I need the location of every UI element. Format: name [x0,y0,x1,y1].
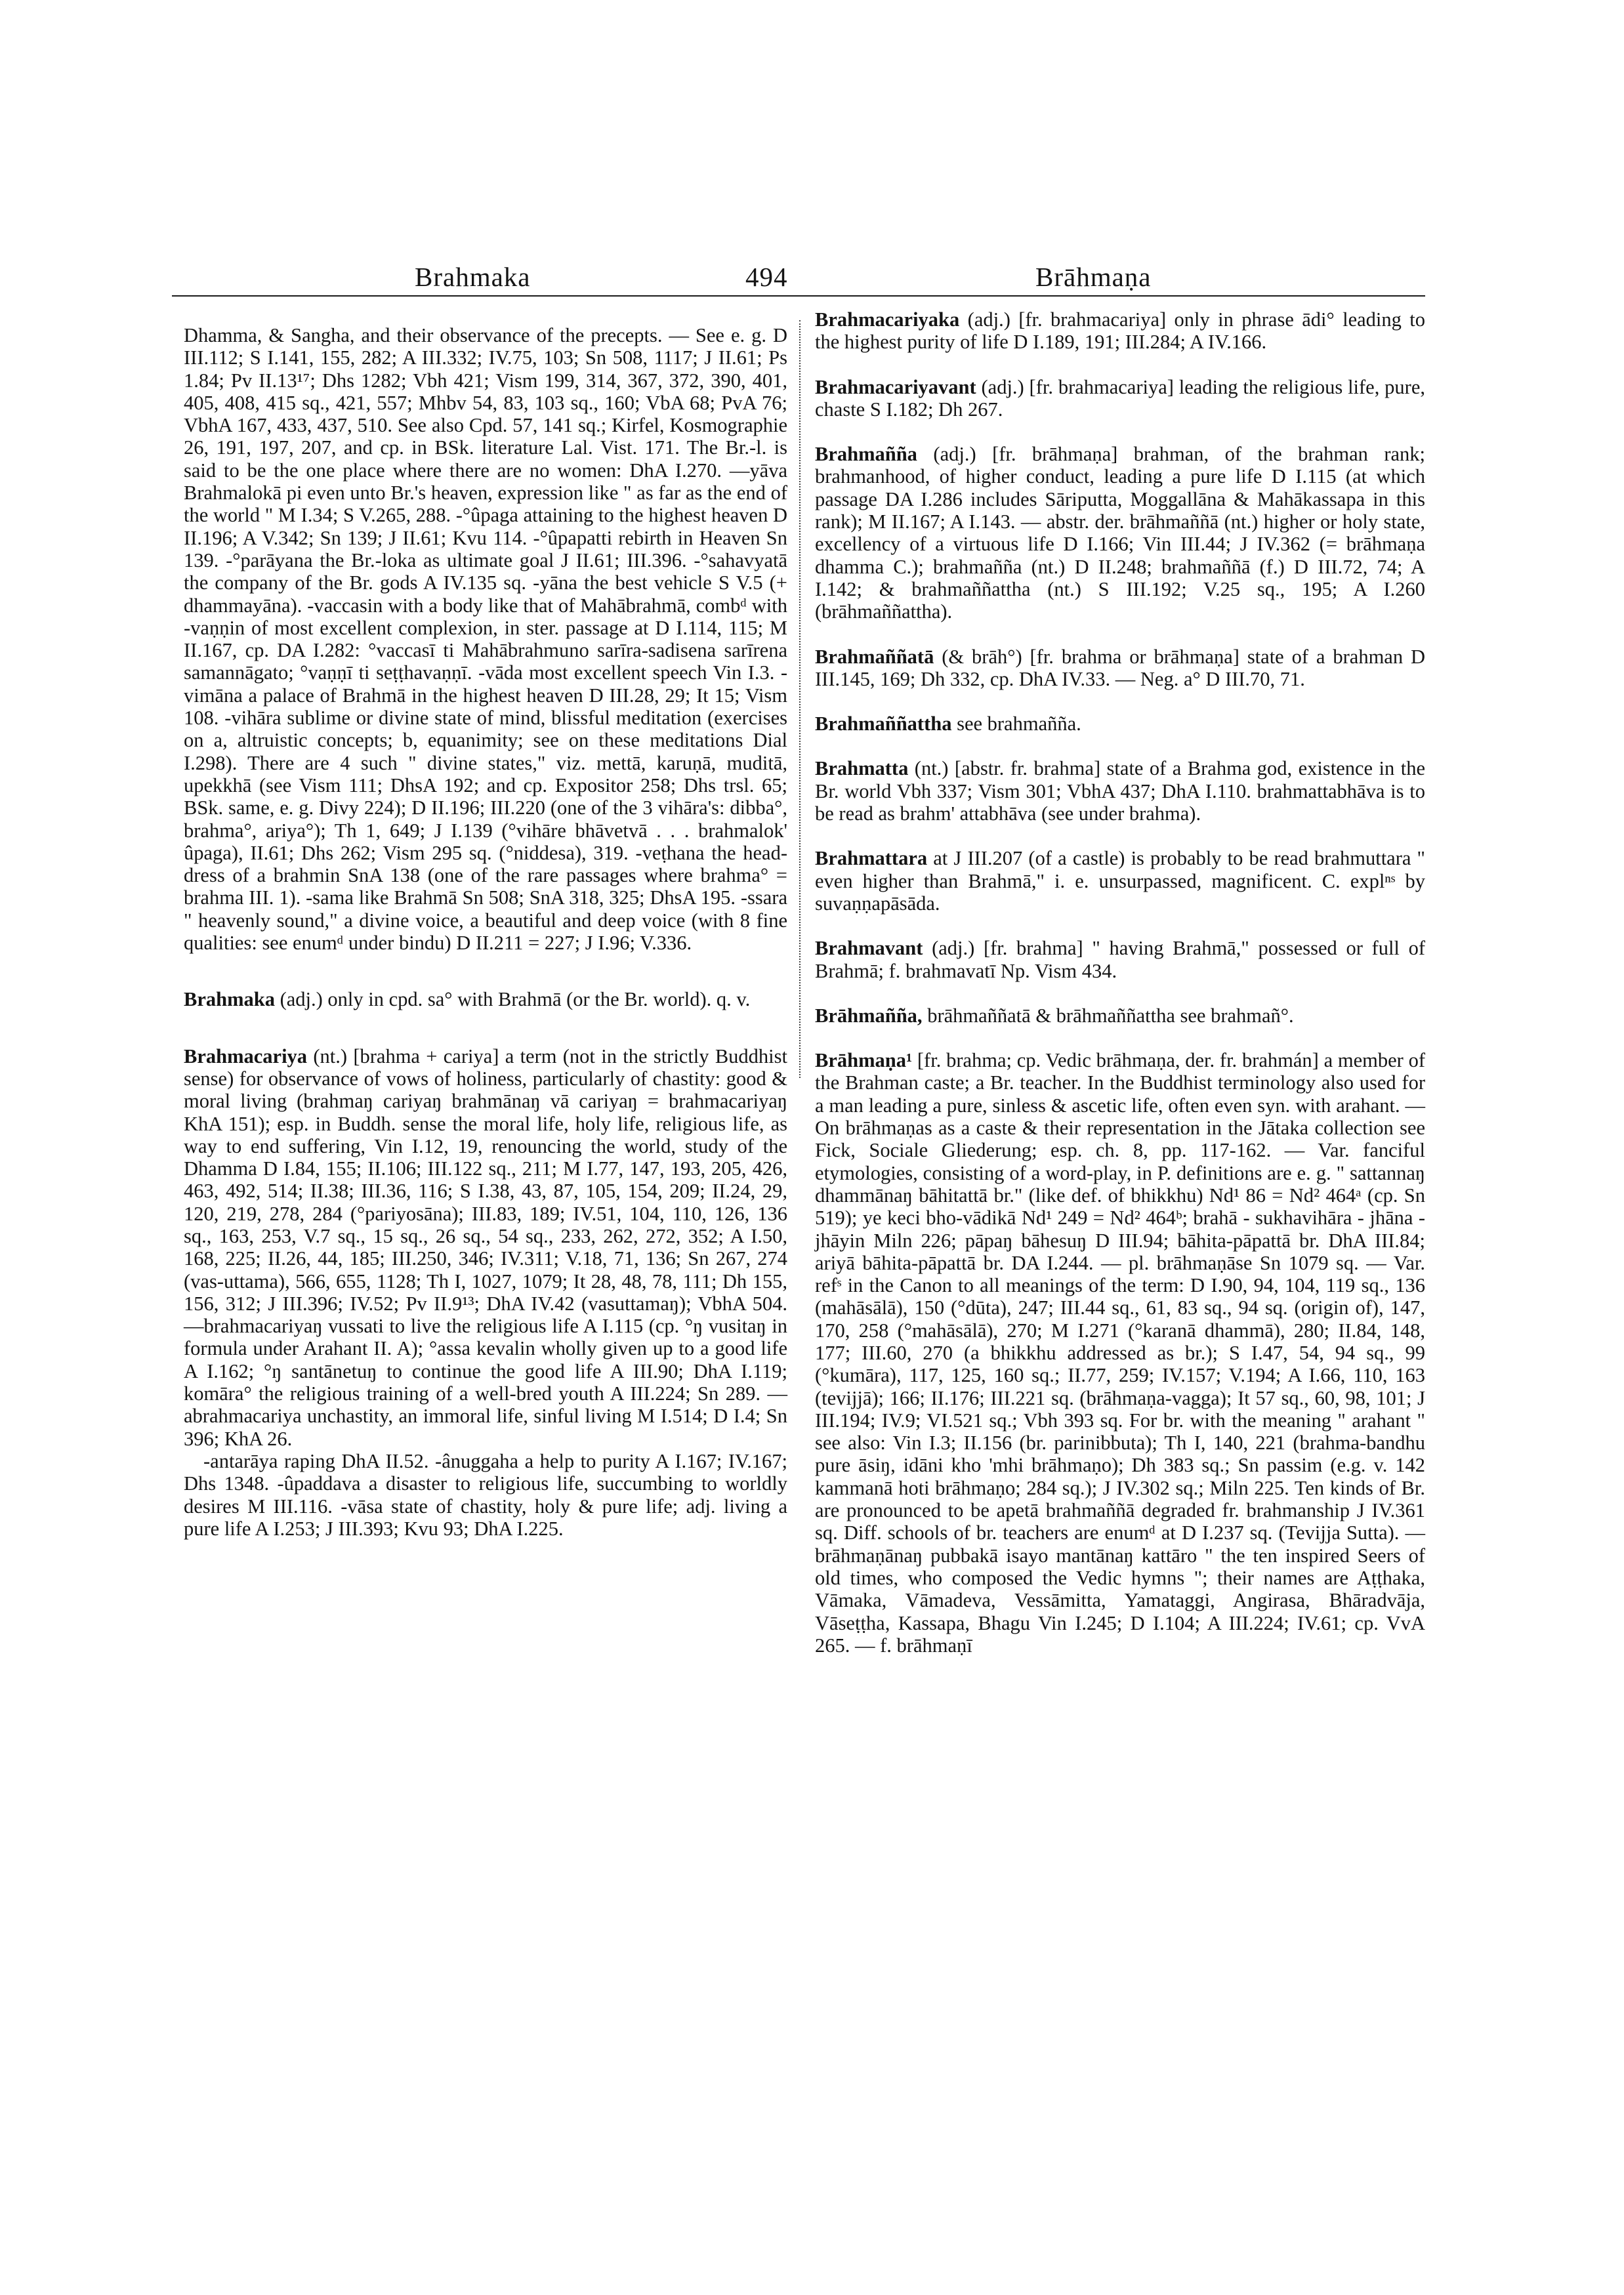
headword: Brahmaka [184,988,275,1011]
entry-body: (adj.) only in cpd. sa° with Brahmā (or the Br. world). q. v. [280,988,751,1011]
entry-brahmacariya [184,1045,787,1540]
headword: Brahmattara [815,847,928,870]
headword: Brahmacariyaka [815,308,960,331]
entry-brahmatta [815,757,1425,825]
page-number: 494 [745,262,788,292]
entry-body: (adj.) [fr. brāhmaṇa] brahman, of the brahman rank; brahmanhood, of higher conduct, leading a pure life D I.115 (at which passage DA I.286 includes Sāriputta, Moggallāna & Mahākassapa in this rank); M II.167; A I.143. — abstr. der. brāhmaññā (nt.) higher or holy state, excellency of a virtuous life D I.166; Vin III.44; J IV.362 (= brāhmaṇa dhamma C.); brahmañña (nt.) D II.248; brahmaññā (f.) D III.72, 74; A I.142; & brahmaññattha (nt.) S III.192; V.25 sq., 195; A I.260 (brāhmaññattha). [815,443,1426,623]
entry-continuation [184,324,787,954]
entry-brahmana [815,1049,1425,1657]
entry-brahmacariyaka [815,308,1425,354]
header-rule [172,295,1425,297]
entry-body: (nt.) [abstr. fr. brahma] state of a Brahma god, existence in the Br. world Vbh 337; Vism 301; VbhA 437; DhA I.110. brahmattabhāva is to be read as brahm' attabhāva (see under brahma). [815,757,1425,825]
entry-subentries: -antarāya raping DhA II.52. -ânuggaha a help to purity A I.167; IV.167; Dhs 1348. -ûpaddava a disaster to religious life, succumbing to worldly desires M III.116. -vāsa state of chastity, holy & pure life; adj. living a pure life A I.253; J III.393; Kvu 93; DhA I.225. [184,1449,787,1540]
entry-brahmanna-long [815,1004,1425,1027]
left-column [184,324,787,1540]
entry-brahmanna [815,443,1425,623]
entry-body: (adj.) [fr. brahmacariya] leading the religious life, pure, chaste S I.182; Dh 267. [815,375,1425,421]
entry-body: (adj.) [fr. brahmacariya] only in phrase ādi° leading to the highest purity of life D I.189, 191; III.284; A IV.166. [815,308,1425,354]
entry-body: (& brāh°) [fr. brahma or brāhmaṇa] state of a brahman D III.145, 169; Dh 332, cp. DhA IV.33. — Neg. a° D III.70, 71. [815,645,1426,690]
entry-brahmattara [815,847,1425,915]
entry-body: Dhamma, & Sangha, and their observance of the precepts. — See e. g. D III.112; S I.141, 155, 282; A III.332; IV.75, 103; Sn 508, 1117; J II.61; Ps 1.84; Pv II.13¹⁷; Dhs 1282; Vbh 421; Vism 199, 314, 367, 372, 390, 401, 405, 408, 415 sq., 421, 557; Mhbv 54, 83, 103 sq., 160; VbA 68; PvA 76; VbhA 167, 433, 437, 510. See also Cpd. 57, 141 sq.; Kirfel, Kosmographie 26, 191, 197, 207, and cp. in BSk. literature Lal. Vist. 171. The Br.-l. is said to be the one place where there are no women: DhA I.270. —yāva Brahmalokā pi even unto Br.'s heaven, expression like " as far as the end of the world " M I.34; S V.265, 288. -°ûpaga attaining to the highest heaven D II.196; A V.342; Sn 139; J II.61; Kvu 114. -°ûpapatti rebirth in Heaven Sn 139. -°parāyana the Br.-loka as ultimate goal J II.61; III.396. -°sahavyatā the company of the Br. gods A IV.135 sq. -yāna the best vehicle S V.5 (+ dhammayāna). -vaccasin with a body like that of Mahābrahmā, combᵈ with -vaṇṇin of most excellent complexion, in ster. passage at D I.114, 115; M II.167, cp. DA I.282: °vaccasī ti Mahābrahmuno sarīra-sadisena sarīrena samannāgato; °vaṇṇī ti seṭṭhavaṇṇī. -vāda most excellent speech Vin I.3. -vimāna a palace of Brahmā in the highest heaven D III.28, 29; It 15; Vism 108. -vihāra sublime or divine state of mind, blissful meditation (exercises on a, altruistic concepts; b, equanimity; see on these meditations Dial I.298). There are 4 such " divine states," viz. mettā, karuṇā, muditā, upekkhā (see Vism 111; DhsA 192; and cp. Expositor 258; Dhs trsl. 65; BSk. same, e. g. Divy 224); D II.196; III.220 (one of the 3 vihāra's: dibba°, brahma°, ariya°); Th 1, 649; J I.139 (°vihāre bhāvetvā . . . brahmalok' ûpaga), II.61; Dhs 262; Vism 295 sq. (°niddesa), 319. -veṭhana the head-dress of a brahmin SnA 138 (one of the rare passages where brahma° = brahma III. 1). -sama like Brahmā Sn 508; SnA 318, 325; DhsA 195. -ssara " heavenly sound," a divine voice, a beautiful and deep voice (with 8 fine qualities: see enumᵈ under bindu) D II.211 = 227; J I.96; V.336. [184,324,787,955]
headword: Brāhmaṇa¹ [815,1049,913,1072]
entry-body: at J III.207 (of a castle) is probably to be read brahmuttara " even higher than Brahmā," i. e. unsurpassed, magnificent. C. explⁿˢ by suvaṇṇapāsāda. [815,847,1426,915]
entry-text [184,988,787,1010]
column-divider [799,320,802,1078]
headword: Brahmatta [815,757,909,780]
running-head-right: Brāhmaṇa [1035,262,1152,292]
entry-body: (nt.) [brahma + cariya] a term (not in the strictly Buddhist sense) for observance of vows of holiness, particularly of chastity: good & moral living (brahmaŋ cariyaŋ brahmānaŋ vā cariyaŋ = brahmacariyaŋ KhA 151); esp. in Buddh. sense the moral life, holy life, religious life, as way to end suffering, Vin I.12, 19, renouncing the world, study of the Dhamma D I.84, 155; II.106; III.122 sq., 211; M I.77, 147, 193, 205, 426, 463, 492, 514; II.38; III.36, 116; S I.38, 43, 87, 105, 154, 209; II.24, 29, 120, 219, 278, 284 (°pariyosāna); III.83, 189; IV.51, 104, 110, 126, 136 sq., 163, 253, V.7 sq., 15 sq., 26 sq., 54 sq., 233, 262, 272, 352; A I.50, 168, 225; II.26, 44, 185; III.250, 346; IV.311; V.18, 71, 136; Sn 267, 274 (vas-uttama), 566, 655, 1128; Th I, 1027, 1079; It 28, 48, 78, 111; Dh 155, 156, 312; J III.396; IV.52; Pv II.9¹³; DhA IV.42 (vasuttamaŋ); VbhA 504. —brahmacariyaŋ vussati to live the religious life A I.115 (cp. °ŋ vusitaŋ in formula under Arahant II. A); °assa kevalin wholly given up to a good life A I.162; °ŋ santānetuŋ to continue the good life A III.90; DhA I.119; komāra° the religious training of a well-bred youth A III.224; Sn 289. —abrahmacariya unchastity, an immoral life, sinful living M I.514; D I.4; Sn 396; KhA 26. [184,1044,787,1450]
entry-brahmannattha [815,713,1425,735]
entry-body: brāhmaññatā & brāhmaññattha see brahmañ°. [927,1004,1294,1027]
entry-brahmaka [184,988,787,1010]
entry-text [184,1045,787,1450]
headword: Brahmacariya [184,1044,308,1067]
right-column [815,308,1425,1657]
entry-body: (adj.) [fr. brahma] " having Brahmā," possessed or full of Brahmā; f. brahmavatī Np. Vism 434. [815,937,1426,982]
entry-brahmavant [815,937,1425,982]
headword: Brahmañña [815,443,917,466]
headword: Brāhmañña, [815,1004,923,1027]
headword: Brahmaññattha [815,713,952,735]
entry-brahmannata [815,646,1425,691]
headword: Brahmavant [815,937,923,960]
running-head-left: Brahmaka [415,262,531,292]
entry-brahmacariyavant [815,376,1425,421]
headword: Brahmacariyavant [815,375,976,398]
entry-body: [fr. brahma; cp. Vedic brāhmaṇa, der. fr. brahmán] a member of the Brahman caste; a Br. teacher. In the Buddhist terminology also used for a man leading a pure, sinless & ascetic life, often even syn. with arahant. — On brāhmaṇas as a caste & their representation in the Jātaka collection see Fick, Sociale Gliederung; esp. ch. 8, pp. 117-162. — Var. fanciful etymologies, consisting of a word-play, in P. definitions are e. g. " sattannaŋ dhammānaŋ bāhitattā br." (like def. of bhikkhu) Nd¹ 86 = Nd² 464ᵃ (cp. Sn 519); ye keci bho-vādikā Nd¹ 249 = Nd² 464ᵇ; brahā - sukhavihāra - jhāna - jhāyin Miln 226; pāpaŋ bāhesuŋ D III.94; bāhita-pāpattā br. DhA III.84; ariyā bāhita-pāpattā br. DA I.244. — pl. brāhmaṇāse Sn 1079 sq. — Var. refˢ in the Canon to all meanings of the term: D I.90, 94, 104, 119 sq., 136 (mahāsālā), 150 (°dūta), 247; III.44 sq., 61, 83 sq., 94 sq. (origin of), 147, 170, 258 (°mahāsālā), 270; M I.271 (°karanā dhammā), 280; II.84, 148, 177; III.60, 270 (a bhikkhu addressed as br.); S I.47, 54, 94 sq., 99 (°kumāra), 117, 125, 160 sq.; II.77, 259; IV.157; V.194; A I.66, 110, 163 (tevijjā); 166; II.176; III.221 sq. (brāhmaṇa-vagga); It 57 sq., 60, 98, 101; J III.194; IV.9; VI.521 sq.; Vbh 393 sq. For br. with the meaning " arahant " see also: Vin I.3; II.156 (br. parinibbuta); Th I, 140, 221 (brahma-bandhu pure āsiŋ, idāni kho 'mhi brāhmaṇo); Dh 383 sq.; Sn passim (e.g. v. 142 kammanā hoti brāhmaṇo; 284 sq.); J IV.302 sq.; Miln 225. Ten kinds of Br. are pronounced to be apetā brahmaññā degraded fr. brahmanship J IV.361 sq. Diff. schools of br. teachers are enumᵈ at D I.237 sq. (Tevijja Sutta). —brāhmaṇānaŋ pubbakā isayo mantānaŋ kattāro " the ten inspired Seers of old times, who composed the Vedic hymns "; their names are Aṭṭhaka, Vāmaka, Vāmadeva, Vessāmitta, Yamataggi, Angirasa, Bhāradvāja, Vāseṭṭha, Kassapa, Bhagu Vin I.245; D I.104; A III.224; IV.61; cp. VvA 265. — f. brāhmaṇī [815,1049,1425,1657]
entry-body: see brahmañña. [957,713,1081,735]
headword: Brahmaññatā [815,645,934,668]
